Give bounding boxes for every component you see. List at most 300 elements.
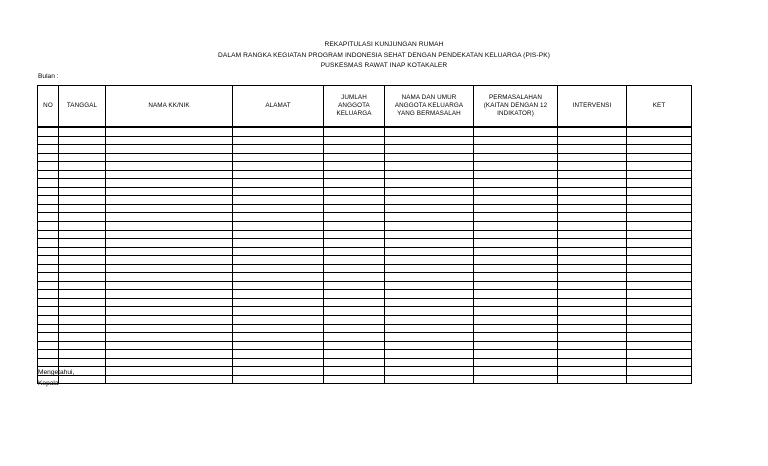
table-cell[interactable] — [474, 204, 558, 213]
table-row — [38, 153, 692, 162]
table-cell[interactable] — [558, 196, 627, 205]
table-cell[interactable] — [558, 281, 627, 290]
table-cell[interactable] — [474, 247, 558, 256]
table-cell[interactable] — [558, 247, 627, 256]
table-cell[interactable] — [233, 350, 324, 359]
table-cell[interactable] — [558, 170, 627, 179]
table-cell[interactable] — [38, 136, 59, 145]
table-cell[interactable] — [106, 230, 233, 239]
document-header — [0, 40, 768, 72]
col-header-tanggal: TANGGAL — [59, 86, 106, 128]
table-row — [38, 239, 692, 248]
table-cell[interactable] — [385, 256, 474, 265]
table-cell[interactable] — [558, 350, 627, 359]
table-cell[interactable] — [233, 145, 324, 154]
table-row — [38, 375, 692, 384]
table-cell[interactable] — [106, 324, 233, 333]
table-cell[interactable] — [233, 341, 324, 350]
table-cell[interactable] — [106, 298, 233, 307]
table-cell[interactable] — [385, 281, 474, 290]
table-cell[interactable] — [627, 196, 692, 205]
table-cell[interactable] — [324, 136, 385, 145]
table-cell[interactable] — [38, 350, 59, 359]
table-cell[interactable] — [627, 316, 692, 325]
col-header-permasalahan: PERMASALAHAN (KAITAN DENGAN 12 INDIKATOR) — [474, 86, 558, 128]
table-cell[interactable] — [627, 358, 692, 367]
table-cell[interactable] — [474, 256, 558, 265]
table-cell[interactable] — [385, 290, 474, 299]
table-cell[interactable] — [324, 316, 385, 325]
table-cell[interactable] — [233, 162, 324, 171]
table-cell[interactable] — [233, 213, 324, 222]
table-row — [38, 162, 692, 171]
title-line-2: DALAM RANGKA KEGIATAN PROGRAM INDONESIA SEHAT DENGAN PENDEKATAN KELUARGA (PIS-PK) — [218, 51, 550, 59]
table-cell[interactable] — [59, 333, 106, 342]
table-cell[interactable] — [558, 213, 627, 222]
table-cell[interactable] — [385, 153, 474, 162]
table-cell[interactable] — [474, 367, 558, 376]
table-cell[interactable] — [558, 307, 627, 316]
table-cell[interactable] — [558, 333, 627, 342]
table-cell[interactable] — [106, 162, 233, 171]
table-row — [38, 213, 692, 222]
table-row — [38, 333, 692, 342]
table-cell[interactable] — [558, 316, 627, 325]
table-cell[interactable] — [233, 316, 324, 325]
table-cell[interactable] — [324, 162, 385, 171]
table-cell[interactable] — [474, 307, 558, 316]
table-cell[interactable] — [385, 307, 474, 316]
table-cell[interactable] — [59, 204, 106, 213]
table-cell[interactable] — [59, 298, 106, 307]
table-cell[interactable] — [38, 324, 59, 333]
table-cell[interactable] — [38, 273, 59, 282]
table-cell[interactable] — [106, 281, 233, 290]
table-cell[interactable] — [627, 127, 692, 136]
table-cell[interactable] — [385, 196, 474, 205]
table-cell[interactable] — [474, 298, 558, 307]
table-row — [38, 136, 692, 145]
table-cell[interactable] — [324, 247, 385, 256]
table-cell[interactable] — [474, 230, 558, 239]
table-cell[interactable] — [324, 222, 385, 231]
table-cell[interactable] — [474, 145, 558, 154]
table-cell[interactable] — [324, 145, 385, 154]
table-cell[interactable] — [385, 162, 474, 171]
table-cell[interactable] — [38, 247, 59, 256]
table-cell[interactable] — [558, 290, 627, 299]
table-cell[interactable] — [558, 298, 627, 307]
table-cell[interactable] — [38, 145, 59, 154]
table-cell[interactable] — [59, 247, 106, 256]
table-row — [38, 273, 692, 282]
table-cell[interactable] — [627, 187, 692, 196]
table-cell[interactable] — [324, 333, 385, 342]
table-cell[interactable] — [558, 222, 627, 231]
table-cell[interactable] — [59, 350, 106, 359]
table-cell[interactable] — [233, 136, 324, 145]
table-cell[interactable] — [627, 281, 692, 290]
table-cell[interactable] — [474, 333, 558, 342]
table-row — [38, 350, 692, 359]
table-cell[interactable] — [38, 196, 59, 205]
table-cell[interactable] — [38, 222, 59, 231]
table-cell[interactable] — [233, 230, 324, 239]
table-cell[interactable] — [385, 239, 474, 248]
table-cell[interactable] — [233, 187, 324, 196]
table-cell[interactable] — [324, 273, 385, 282]
table-cell[interactable] — [474, 316, 558, 325]
table-cell[interactable] — [474, 213, 558, 222]
table-row — [38, 367, 692, 376]
table-row — [38, 358, 692, 367]
table-cell[interactable] — [627, 256, 692, 265]
table-cell[interactable] — [558, 256, 627, 265]
table-cell[interactable] — [59, 179, 106, 188]
table-cell[interactable] — [233, 324, 324, 333]
table-cell[interactable] — [324, 367, 385, 376]
table-cell[interactable] — [233, 204, 324, 213]
table-cell[interactable] — [324, 187, 385, 196]
table-cell[interactable] — [324, 307, 385, 316]
table-cell[interactable] — [474, 222, 558, 231]
table-cell[interactable] — [474, 324, 558, 333]
table-cell[interactable] — [324, 239, 385, 248]
table-cell[interactable] — [324, 324, 385, 333]
table-cell[interactable] — [385, 358, 474, 367]
table-cell[interactable] — [106, 316, 233, 325]
table-cell[interactable] — [38, 281, 59, 290]
table-cell[interactable] — [558, 127, 627, 136]
table-cell[interactable] — [233, 307, 324, 316]
table-cell[interactable] — [558, 358, 627, 367]
table-cell[interactable] — [106, 341, 233, 350]
table-cell[interactable] — [38, 298, 59, 307]
title-line-3: PUSKESMAS RAWAT INAP KOTAKALER — [320, 62, 448, 69]
table-row — [38, 204, 692, 213]
table-cell[interactable] — [233, 256, 324, 265]
table-cell[interactable] — [106, 136, 233, 145]
table-cell[interactable] — [385, 324, 474, 333]
table-cell[interactable] — [59, 273, 106, 282]
table-cell[interactable] — [233, 273, 324, 282]
table-cell[interactable] — [385, 264, 474, 273]
col-header-nama-kk-nik: NAMA KK/NIK — [106, 86, 233, 128]
table-cell[interactable] — [233, 290, 324, 299]
table-cell[interactable] — [627, 213, 692, 222]
table-cell[interactable] — [627, 307, 692, 316]
rekap-table — [37, 85, 692, 384]
table-cell[interactable] — [558, 230, 627, 239]
table-cell[interactable] — [627, 333, 692, 342]
table-cell[interactable] — [106, 333, 233, 342]
table-cell[interactable] — [59, 230, 106, 239]
table-cell[interactable] — [38, 333, 59, 342]
table-cell[interactable] — [59, 264, 106, 273]
table-cell[interactable] — [233, 153, 324, 162]
table-cell[interactable] — [106, 145, 233, 154]
table-cell[interactable] — [385, 333, 474, 342]
table-cell[interactable] — [106, 256, 233, 265]
table-row — [38, 290, 692, 299]
table-cell[interactable] — [324, 230, 385, 239]
table-cell[interactable] — [106, 273, 233, 282]
table-cell[interactable] — [38, 341, 59, 350]
table-cell[interactable] — [233, 333, 324, 342]
table-cell[interactable] — [106, 222, 233, 231]
table-cell[interactable] — [385, 187, 474, 196]
table-cell[interactable] — [59, 316, 106, 325]
table-row — [38, 307, 692, 316]
table-cell[interactable] — [324, 196, 385, 205]
table-cell[interactable] — [59, 187, 106, 196]
table-row — [38, 324, 692, 333]
table-cell[interactable] — [59, 307, 106, 316]
table-cell[interactable] — [106, 239, 233, 248]
title-line-1: REKAPITULASI KUNJUNGAN RUMAH — [324, 41, 444, 48]
table-cell[interactable] — [324, 204, 385, 213]
table-cell[interactable] — [233, 170, 324, 179]
table-cell[interactable] — [474, 187, 558, 196]
table-cell[interactable] — [558, 324, 627, 333]
table-cell[interactable] — [385, 316, 474, 325]
table-cell[interactable] — [59, 324, 106, 333]
table-cell[interactable] — [474, 375, 558, 384]
table-cell[interactable] — [106, 187, 233, 196]
table-cell[interactable] — [324, 213, 385, 222]
table-cell[interactable] — [324, 264, 385, 273]
table-cell[interactable] — [474, 179, 558, 188]
table-cell[interactable] — [233, 196, 324, 205]
table-cell[interactable] — [627, 162, 692, 171]
table-cell[interactable] — [233, 222, 324, 231]
table-cell[interactable] — [558, 204, 627, 213]
table-cell[interactable] — [106, 127, 233, 136]
table-row — [38, 179, 692, 188]
table-cell[interactable] — [324, 375, 385, 384]
table-cell[interactable] — [106, 307, 233, 316]
table-cell[interactable] — [558, 375, 627, 384]
table-cell[interactable] — [627, 230, 692, 239]
table-cell[interactable] — [59, 290, 106, 299]
table-cell[interactable] — [324, 290, 385, 299]
table-cell[interactable] — [38, 307, 59, 316]
signature-block — [38, 367, 74, 389]
table-cell[interactable] — [474, 264, 558, 273]
table-cell[interactable] — [385, 298, 474, 307]
table-cell[interactable] — [59, 239, 106, 248]
col-header-ket: KET — [627, 86, 692, 128]
table-cell[interactable] — [627, 341, 692, 350]
table-cell[interactable] — [385, 230, 474, 239]
table-cell[interactable] — [385, 179, 474, 188]
table-cell[interactable] — [38, 179, 59, 188]
table-cell[interactable] — [324, 341, 385, 350]
table-cell[interactable] — [385, 127, 474, 136]
table-cell[interactable] — [627, 170, 692, 179]
table-cell[interactable] — [38, 153, 59, 162]
table-cell[interactable] — [385, 341, 474, 350]
table-cell[interactable] — [324, 281, 385, 290]
table-cell[interactable] — [627, 264, 692, 273]
table-cell[interactable] — [474, 170, 558, 179]
table-cell[interactable] — [627, 375, 692, 384]
table-cell[interactable] — [385, 213, 474, 222]
table-cell[interactable] — [59, 153, 106, 162]
table-cell[interactable] — [385, 170, 474, 179]
table-cell[interactable] — [38, 239, 59, 248]
table-cell[interactable] — [233, 264, 324, 273]
table-cell[interactable] — [627, 136, 692, 145]
table-cell[interactable] — [474, 273, 558, 282]
table-cell[interactable] — [324, 350, 385, 359]
table-cell[interactable] — [558, 264, 627, 273]
table-cell[interactable] — [59, 145, 106, 154]
table-cell[interactable] — [59, 136, 106, 145]
table-cell[interactable] — [233, 298, 324, 307]
table-cell[interactable] — [627, 179, 692, 188]
table-cell[interactable] — [474, 358, 558, 367]
kepala-label: Kepala — [38, 380, 59, 387]
table-cell[interactable] — [627, 367, 692, 376]
table-cell[interactable] — [106, 213, 233, 222]
table-cell[interactable] — [59, 358, 106, 367]
table-cell[interactable] — [627, 350, 692, 359]
table-cell[interactable] — [106, 247, 233, 256]
table-cell[interactable] — [106, 264, 233, 273]
table-cell[interactable] — [233, 367, 324, 376]
table-cell[interactable] — [38, 264, 59, 273]
table-cell[interactable] — [106, 204, 233, 213]
table-cell[interactable] — [385, 367, 474, 376]
table-row — [38, 281, 692, 290]
table-cell[interactable] — [106, 196, 233, 205]
table-cell[interactable] — [324, 256, 385, 265]
table-cell[interactable] — [59, 162, 106, 171]
table-cell[interactable] — [59, 170, 106, 179]
table-cell[interactable] — [558, 153, 627, 162]
table-cell[interactable] — [627, 324, 692, 333]
table-cell[interactable] — [474, 196, 558, 205]
table-cell[interactable] — [474, 153, 558, 162]
table-cell[interactable] — [233, 127, 324, 136]
table-cell[interactable] — [558, 341, 627, 350]
col-header-intervensi: INTERVENSI — [558, 86, 627, 128]
table-cell[interactable] — [233, 239, 324, 248]
table-cell[interactable] — [324, 153, 385, 162]
table-cell[interactable] — [385, 145, 474, 154]
table-cell[interactable] — [385, 222, 474, 231]
table-cell[interactable] — [59, 213, 106, 222]
table-cell[interactable] — [59, 341, 106, 350]
table-cell[interactable] — [106, 350, 233, 359]
table-cell[interactable] — [233, 247, 324, 256]
table-cell[interactable] — [324, 170, 385, 179]
table-cell[interactable] — [474, 290, 558, 299]
table-cell[interactable] — [627, 153, 692, 162]
table-cell[interactable] — [106, 153, 233, 162]
table-cell[interactable] — [627, 298, 692, 307]
table-cell[interactable] — [38, 187, 59, 196]
table-cell[interactable] — [324, 179, 385, 188]
table-body — [38, 127, 692, 384]
table-cell[interactable] — [59, 196, 106, 205]
table-cell[interactable] — [233, 358, 324, 367]
table-cell[interactable] — [106, 358, 233, 367]
table-cell[interactable] — [627, 222, 692, 231]
table-cell[interactable] — [324, 127, 385, 136]
table-cell[interactable] — [385, 273, 474, 282]
table-cell[interactable] — [38, 358, 59, 367]
table-cell[interactable] — [59, 256, 106, 265]
table-cell[interactable] — [106, 367, 233, 376]
table-cell[interactable] — [59, 281, 106, 290]
table-cell[interactable] — [38, 256, 59, 265]
table-cell[interactable] — [233, 375, 324, 384]
table-cell[interactable] — [385, 375, 474, 384]
table-cell[interactable] — [558, 367, 627, 376]
table-cell[interactable] — [233, 179, 324, 188]
table-cell[interactable] — [474, 127, 558, 136]
table-cell[interactable] — [38, 204, 59, 213]
table-cell[interactable] — [106, 179, 233, 188]
table-cell[interactable] — [106, 375, 233, 384]
table-cell[interactable] — [38, 170, 59, 179]
table-cell[interactable] — [474, 136, 558, 145]
table-row — [38, 127, 692, 136]
table-cell[interactable] — [474, 162, 558, 171]
table-cell[interactable] — [474, 350, 558, 359]
table-cell[interactable] — [627, 290, 692, 299]
table-cell[interactable] — [558, 179, 627, 188]
table-cell[interactable] — [38, 316, 59, 325]
table-cell[interactable] — [38, 230, 59, 239]
table-cell[interactable] — [106, 290, 233, 299]
table-cell[interactable] — [38, 127, 59, 136]
table-cell[interactable] — [558, 136, 627, 145]
table-cell[interactable] — [627, 145, 692, 154]
table-cell[interactable] — [558, 239, 627, 248]
table-cell[interactable] — [627, 247, 692, 256]
table-cell[interactable] — [474, 281, 558, 290]
table-cell[interactable] — [385, 204, 474, 213]
table-cell[interactable] — [324, 358, 385, 367]
table-cell[interactable] — [558, 145, 627, 154]
table-cell[interactable] — [627, 204, 692, 213]
table-cell[interactable] — [627, 273, 692, 282]
table-cell[interactable] — [38, 162, 59, 171]
table-cell[interactable] — [558, 273, 627, 282]
table-cell[interactable] — [233, 281, 324, 290]
table-cell[interactable] — [106, 170, 233, 179]
col-header-nama-umur: NAMA DAN UMUR ANGGOTA KELUARGA YANG BERMASALAH — [385, 86, 474, 128]
table-cell[interactable] — [385, 350, 474, 359]
table-cell[interactable] — [59, 127, 106, 136]
table-cell[interactable] — [38, 213, 59, 222]
mengetahui-label: Mengetahui, — [38, 369, 75, 376]
table-cell[interactable] — [38, 290, 59, 299]
table-cell[interactable] — [474, 341, 558, 350]
table-cell[interactable] — [59, 222, 106, 231]
table-cell[interactable] — [558, 162, 627, 171]
table-cell[interactable] — [324, 298, 385, 307]
table-cell[interactable] — [474, 239, 558, 248]
table-cell[interactable] — [385, 247, 474, 256]
table-cell[interactable] — [385, 136, 474, 145]
table-cell[interactable] — [627, 239, 692, 248]
table-cell[interactable] — [558, 187, 627, 196]
bulan-label: Bulan : — [38, 73, 59, 80]
